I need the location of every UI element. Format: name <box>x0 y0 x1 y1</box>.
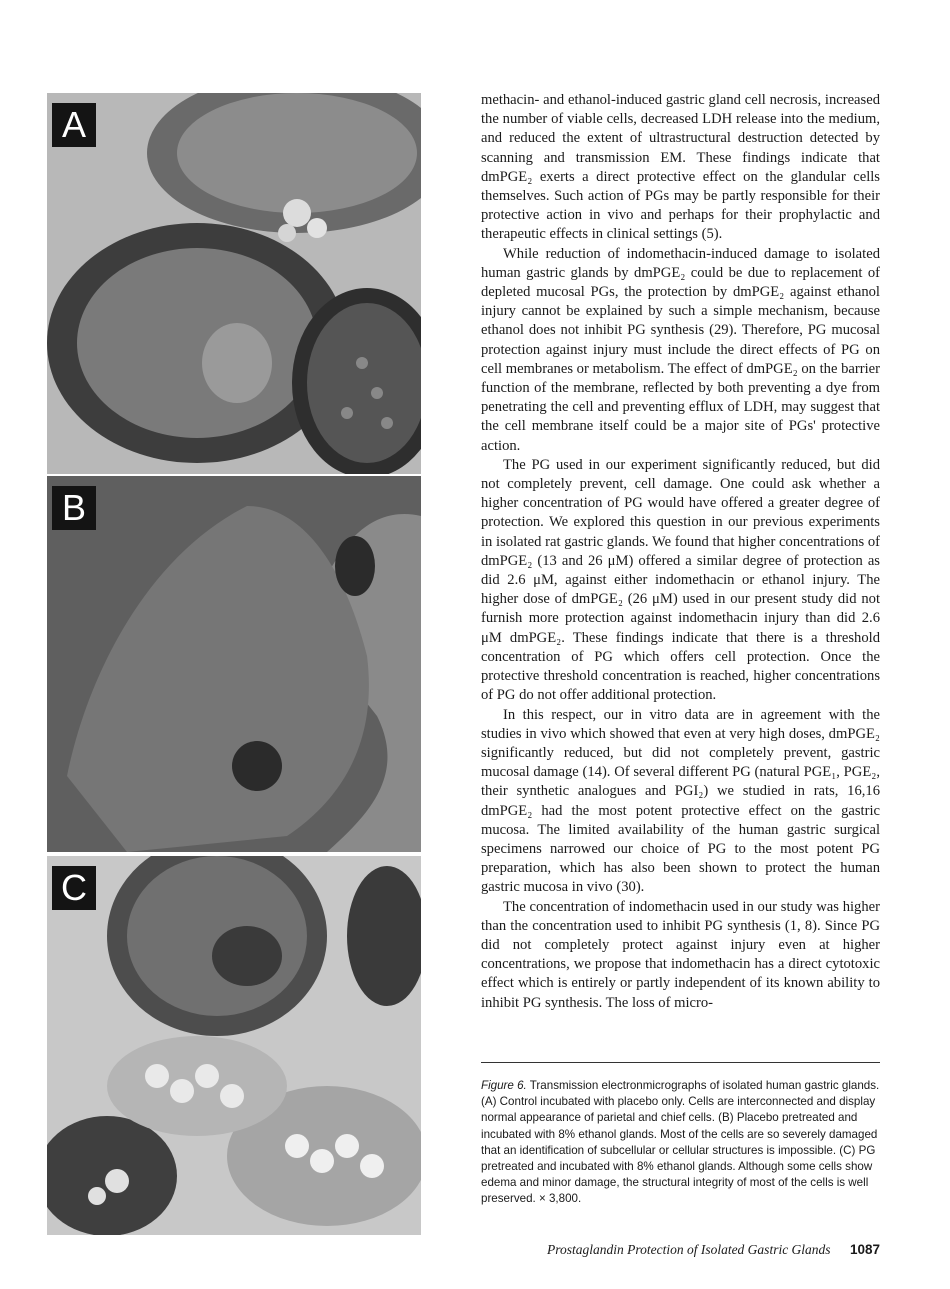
page-number: 1087 <box>849 1242 880 1257</box>
body-text-column <box>481 91 880 1013</box>
micrograph-b-image <box>47 476 421 852</box>
micrograph-panel-a <box>47 93 421 474</box>
body-paragraph-2: While reduction of indomethacin-induced damage to isolated human gastric glands by dmPGE₂ could be due to replacement of depleted mucosal PGs, the protection by dmPGE₂ against ethanol injury cannot be explained by such a simple mechanism, because ethanol does not inhibit PG synthesis (29). Therefore, PG mucosal protection against injury must include the direct effects of PG on cell membranes or metabolism. The effect of dmPGE₂ on the barrier function of the membrane, reflected by both preventing a dye from penetrating the cell and preventing efflux of LDH, may suggest that the cell membrane itself could be a major site of PGs' protective action. <box>481 245 880 454</box>
journal-running-title: Prostaglandin Protection of Isolated Gastric Glands <box>546 1242 831 1257</box>
micrograph-a-image <box>47 93 421 474</box>
figure-caption <box>481 1078 880 1208</box>
body-paragraph-4: In this respect, our in vitro data are in agreement with the studies in vivo which showed that even at very high doses, dmPGE₂ significantly reduced, but did not completely prevent, gastric mucosal damage (14). Of several different PG (natural PGE₁, PGE₂, their synthetic analogues and PGI₂) we studied in rats, 16,16 dmPGE₂ had the most potent protective effect on the gastric mucosa. The limited availability of the human gastric surgical specimens narrowed our choice of PG to the most potent PG preparation, which has also been shown to protect the human gastric mucosa in vivo (30). <box>481 706 880 896</box>
micrograph-panel-c <box>47 856 421 1235</box>
panel-label-c: C <box>52 866 96 910</box>
panel-label-a: A <box>52 103 96 147</box>
micrograph-panel-b <box>47 476 421 852</box>
body-paragraph-1: methacin- and ethanol-induced gastric gland cell necrosis, increased the number of viable cells, decreased LDH release into the medium, and reduced the extent of ultrastructural destruction detected by scanning and transmission EM. These findings indicate that dmPGE₂ exerts a direct protective effect on the glandular cells themselves. Such action of PGs may be partly responsible for their protective action in vivo and perhaps for their prophylactic and therapeutic effects in clinical settings (5). <box>481 92 880 243</box>
figure-caption-label: Figure 6. <box>481 1079 527 1092</box>
panel-label-b: B <box>52 486 96 530</box>
caption-divider <box>481 1062 880 1063</box>
micrograph-c-image <box>47 856 421 1235</box>
body-paragraph-5: The concentration of indomethacin used in our study was higher than the concentration used to inhibit PG synthesis (1, 8). Since PG did not completely protect against injury even at higher concentrations, we propose that indomethacin has a direct cytotoxic effect which is entirely or partly independent of its known ability to inhibit PG synthesis. The loss of micro- <box>481 898 880 1011</box>
running-footer <box>481 1242 880 1258</box>
figure-caption-text: Transmission electronmicrographs of isolated human gastric glands. (A) Control incubated with placebo only. Cells are interconnected and display normal appearance of parietal and chief cells. (B) Placebo pretreated and incubated with 8% ethanol glands. Most of the cells are so severely damaged that an identification of subcellular or cellular structures is impossible. (C) PG pretreated and incubated with 8% ethanol glands. Although some cells show edema and minor damage, the structural integrity of most of the cells is well preserved. × 3,800. <box>481 1079 880 1206</box>
body-paragraph-3: The PG used in our experiment significantly reduced, but did not completely prevent, cell damage. One could ask whether a higher concentration of PG would have offered a greater degree of protection. We explored this question in our previous experiments in isolated rat gastric glands. We found that higher concentrations of dmPGE₂ (13 and 26 μM) offered a similar degree of protection as did 2.6 μM, against either indomethacin or ethanol injury. The higher dose of dmPGE₂ (26 μM) used in our present study did not furnish more protection against indomethacin injury than did 2.6 μM dmPGE₂. These findings indicate that there is a threshold concentration of PG which offers cell protection. Once the protective threshold concentration is reached, higher concentrations of PG do not offer additional protection. <box>481 456 880 704</box>
